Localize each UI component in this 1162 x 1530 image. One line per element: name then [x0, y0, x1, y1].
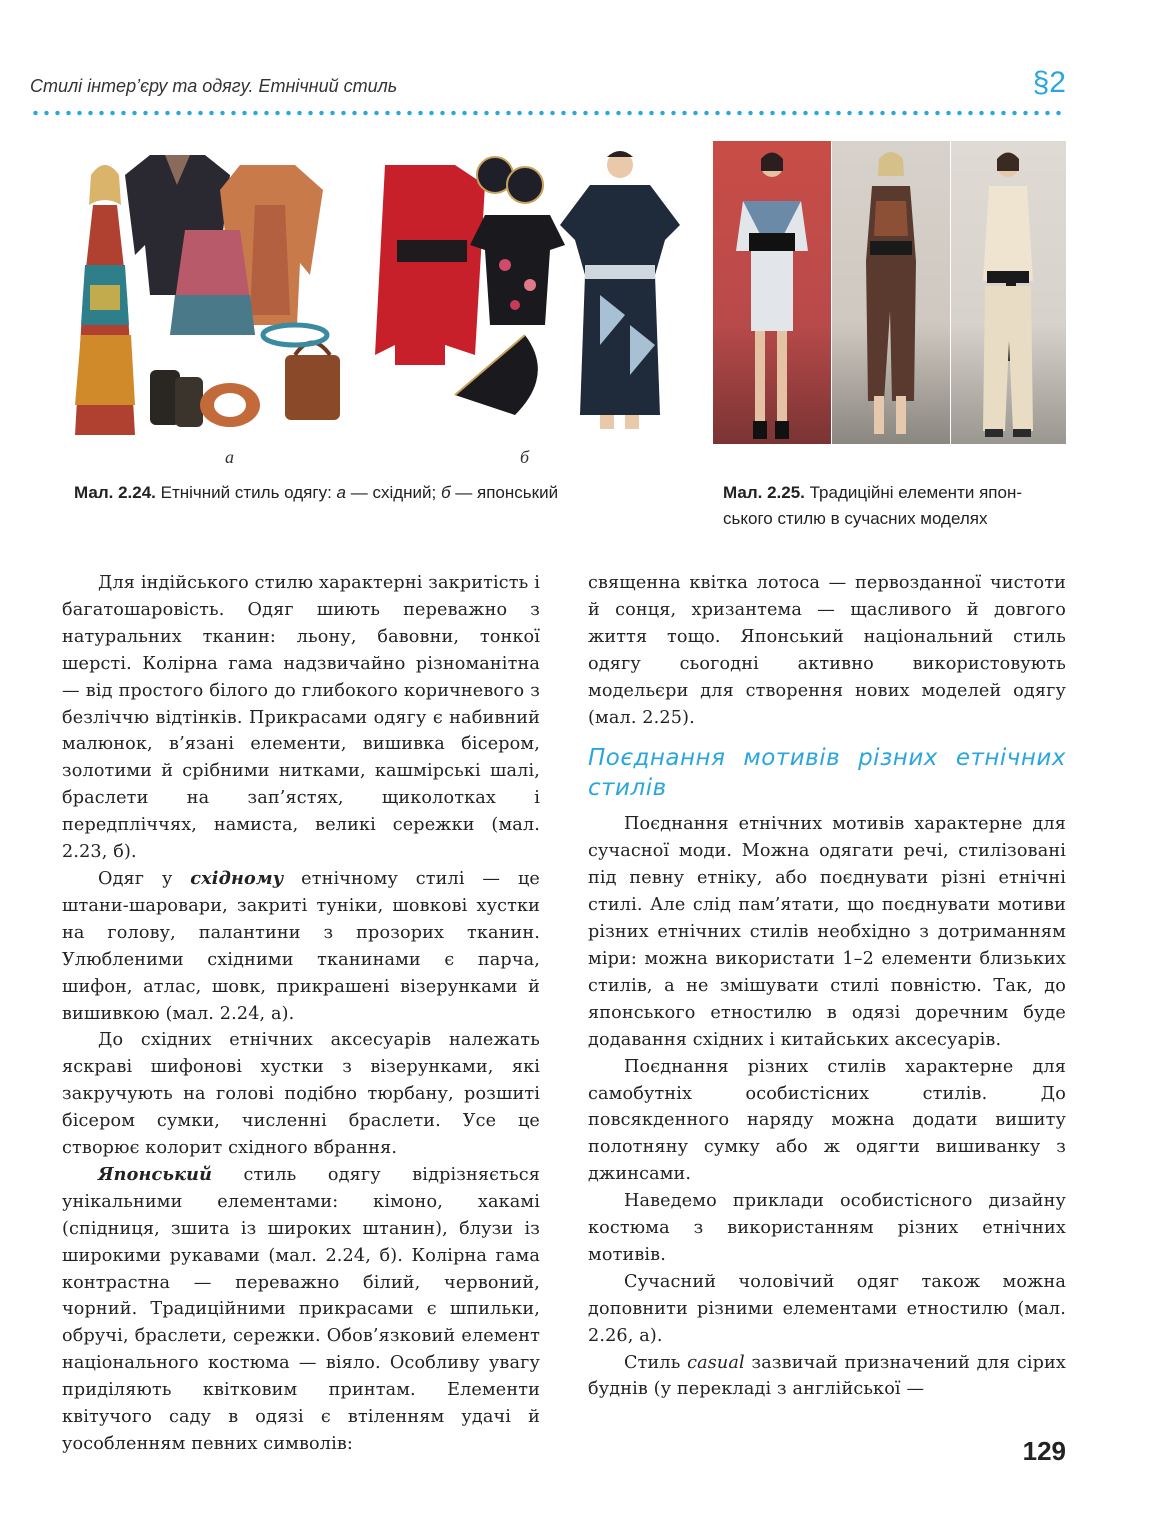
runway-photo-3: [951, 141, 1066, 444]
figure-2-24-caption: [74, 480, 674, 506]
caption-text: ського стилю в сучасних моделях: [723, 509, 988, 528]
figure-2-25-caption: [723, 480, 1073, 532]
paragraph: Японський стиль одягу відрізняється унікальними елементами: кімоно, хакамі (спідниця, зшита із широких штанин), блузи із широкими рукавами (мал. 2.24, б). Колірна гама контрастна — переважно білий, червоний, чорний. Традиційними прикрасами є шпильки, обручі, браслети, сережки. Обов’язковий елемент національного костюма — віяло. Особливу увагу приділяють квітковим принтам. Елементи квітучого саду в одязі є втіленням удачі й уособленням певних символів:: [62, 1163, 540, 1454]
figure-2-24-label-a: а: [225, 447, 234, 467]
figure-2-25: [713, 141, 1066, 444]
header-divider: [30, 110, 1066, 116]
paragraph: Поєднання різних стилів характерне для самобутніх особистісних стилів. До повсякденного наряду можна додати вишиту полотняну сумку або ж одягти вишиванку з джинсами.: [588, 1056, 1066, 1185]
caption-label: Мал. 2.25.: [723, 483, 805, 502]
paragraph: Одяг у східному етнічному стилі — це штани-шаровари, закриті туніки, шовкові хустки на голову, палантини з прозорих тканин. Улюбленими східними тканинами є парча, шифон, атлас, шовк, прикрашені візерунками й вишивкою (мал. 2.24, а).: [62, 867, 540, 1024]
page-number: 129: [1022, 1436, 1066, 1466]
running-header-title: Стилі інтер’єру та одягу. Етнічний стиль: [30, 76, 398, 96]
caption-text: — японський: [455, 483, 559, 502]
figure-2-24-label-b: б: [520, 447, 530, 467]
emphasis: Японський: [98, 1163, 213, 1185]
figure-2-24: [55, 140, 695, 467]
paragraph: Наведемо приклади особистісного дизайну костюма з використанням різних етнічних мотивів.: [588, 1191, 1066, 1265]
emphasis: casual: [687, 1352, 745, 1373]
caption-label: Мал. 2.24.: [74, 483, 156, 502]
left-text-column: [62, 570, 540, 1458]
paragraph: Сучасний чоловічий одяг також можна доповнити різними елементами етностилю (мал. 2.26, а).: [588, 1271, 1066, 1346]
paragraph: Поєднання етнічних мотивів характерне для сучасної моди. Можна одягати речі, стилізовані під певну етніку, або поєднувати різні етнічні стилі. Але слід пам’ятати, що поєднувати мотиви різних етнічних стилів необхідно з дотриманням міри: можна використати 1–2 елементи близьких стилів, а не змішувати стилі повністю. Так, до японського етностилю в одязі доречним буде додавання східних і китайських аксесуарів.: [588, 814, 1066, 1050]
paragraph: священна квітка лотоса — первозданної чистоти й сонця, хризантема — щасливого й довгого життя тощо. Японський національний стиль одягу сьогодні активно використовують модельєри для створення нових моделей одягу (мал. 2.25).: [588, 573, 1066, 728]
caption-letter-a: а: [336, 483, 346, 502]
eastern-clothing-illustration: [55, 145, 355, 445]
caption-text: Етнічний стиль одягу:: [160, 483, 332, 502]
paragraph: До східних етнічних аксесуарів належать яскраві шифонові хустки з візерунками, які закручують на голові подібно тюрбану, розшиті бісером сумки, численні браслети. Усе це створює колорит східного вбрання.: [62, 1030, 540, 1159]
section-subheading: Поєднання мотивів різних етнічних стилів: [588, 745, 1066, 802]
caption-letter-b: б: [441, 483, 451, 502]
runway-photo-2: [832, 141, 950, 444]
emphasis: східному: [190, 867, 284, 889]
runway-photo-1: [713, 141, 831, 444]
paragraph: Для індійського стилю характерні закритість і багатошаровість. Одяг шиють переважно з натуральних тканин: льону, бавовни, тонкої шерсті. Колірна гама надзвичайно різноманітна — від простого білого до глибокого коричневого з безліччю відтінків. Прикрасами одягу є набивний малюнок, в’язані елементи, вишивка бісером, золотими й срібними нитками, кашмірські шалі, браслети на зап’ястях, щиколотках і передпліччях, намиста, великі сережки (мал. 2.23, б).: [62, 573, 540, 863]
japanese-clothing-illustration: [375, 145, 685, 445]
right-text-column: [588, 570, 1066, 1403]
section-mark: §2: [1032, 66, 1066, 99]
caption-text: Традиційні елементи япон-: [809, 483, 1022, 502]
paragraph: Стиль casual зазвичай призначений для сірих буднів (у перекладі з англійської —: [588, 1352, 1066, 1400]
caption-text: — східний;: [350, 483, 437, 502]
